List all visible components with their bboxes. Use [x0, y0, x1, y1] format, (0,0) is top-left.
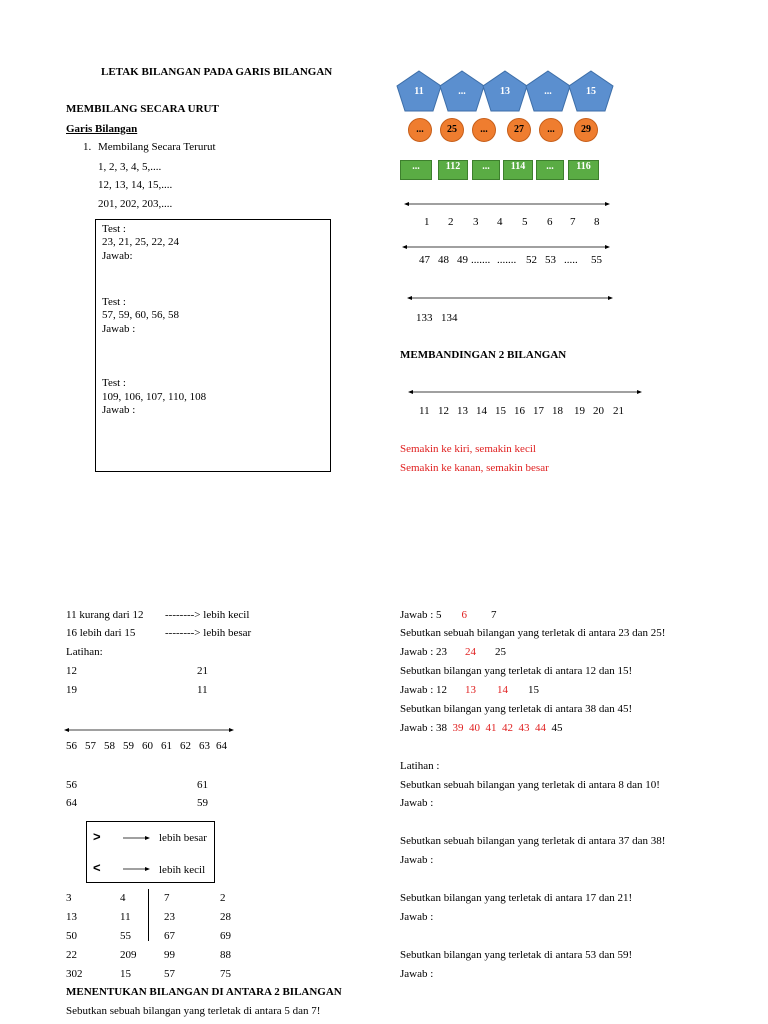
question-between-5-7: Sebutkan sebuah bilangan yang terletak di antara 5 dan 7! — [66, 1005, 321, 1017]
grid-cell: 69 — [220, 930, 231, 942]
pentagon-shape — [482, 70, 528, 112]
number-line-2-label: 53 — [545, 254, 556, 266]
rect-value: ... — [400, 160, 432, 180]
number-line-1-label: 1 — [424, 216, 430, 228]
number-line-1-label: 2 — [448, 216, 454, 228]
compare-line-label: 21 — [613, 405, 624, 417]
sequence-1: 1, 2, 3, 4, 5,.... — [98, 161, 162, 173]
pair-1-right: 21 — [197, 665, 208, 677]
example-greater-than-result: --------> lebih besar — [165, 627, 252, 639]
answer-4 — [400, 722, 563, 734]
line-56-64-label: 60 — [142, 740, 153, 752]
pentagon-value: 15 — [586, 86, 596, 97]
number-line-1 — [404, 199, 612, 209]
rect-value: 112 — [438, 160, 468, 180]
circle-value: ... — [472, 118, 496, 142]
answer-7: Jawab : — [400, 911, 434, 923]
test-2-values: 57, 59, 60, 56, 58 — [102, 309, 179, 321]
rect-value: 114 — [503, 160, 533, 180]
pentagon-shape — [568, 70, 614, 112]
compare-line-label: 19 — [574, 405, 585, 417]
number-line-3-label-1: 133 — [416, 312, 433, 324]
arrow-right-icon — [123, 835, 151, 841]
number-line-3-label-2: 134 — [441, 312, 458, 324]
compare-line-label: 11 — [419, 405, 430, 417]
grid-cell: 22 — [66, 949, 77, 961]
answer-6: Jawab : — [400, 854, 434, 866]
test-3-values: 109, 106, 107, 110, 108 — [102, 391, 207, 403]
line-56-64-label: 58 — [104, 740, 115, 752]
grid-cell: 209 — [120, 949, 137, 961]
grid-cell: 3 — [66, 892, 72, 904]
answer-1-end: 7 — [491, 609, 497, 621]
arrow-right-icon — [123, 866, 151, 872]
compare-line-label: 12 — [438, 405, 449, 417]
less-than-symbol: < — [93, 860, 101, 875]
pair-2-right: 11 — [197, 684, 208, 696]
answer-1-text: Jawab : 5 — [400, 609, 442, 621]
line-56-64-label: 59 — [123, 740, 134, 752]
test-1-label: Test : — [102, 223, 126, 235]
number-line-2-label: 55 — [591, 254, 602, 266]
test-3-label: Test : — [102, 377, 126, 389]
compare-heading: MEMBANDINGAN 2 BILANGAN — [400, 349, 567, 361]
pentagon-value: 13 — [500, 86, 510, 97]
test-2-label: Test : — [102, 296, 126, 308]
answer-4-text: Jawab : 38 — [400, 722, 448, 734]
rect-value: 116 — [568, 160, 599, 180]
list-number: 1. — [83, 141, 92, 153]
answer-5: Jawab : — [400, 797, 434, 809]
answer-1 — [400, 609, 497, 621]
example-less-than: 11 kurang dari 12 — [66, 609, 144, 621]
pair-3-right: 61 — [197, 779, 208, 791]
test-1-values: 23, 21, 25, 22, 24 — [102, 236, 179, 248]
pair-2-left: 19 — [66, 684, 77, 696]
line-56-64-label: 56 — [66, 740, 77, 752]
grid-cell: 15 — [120, 968, 131, 980]
answer-2-end: 25 — [495, 646, 507, 658]
section-heading-count: MEMBILANG SECARA URUT — [66, 103, 219, 115]
number-line-2-label: 52 — [526, 254, 537, 266]
greater-than-label: lebih besar — [159, 832, 207, 844]
number-line-2-label: 48 — [438, 254, 449, 266]
pair-4-left: 64 — [66, 797, 77, 809]
line-56-64-label: 57 — [85, 740, 96, 752]
test-2-answer: Jawab : — [102, 323, 136, 335]
grid-cell: 75 — [220, 968, 231, 980]
pentagon-shape — [439, 70, 485, 112]
pentagon-value: ... — [544, 86, 552, 97]
circle-value: 27 — [507, 118, 531, 142]
latihan-right-label: Latihan : — [400, 760, 440, 772]
answer-3-highlight-2: 14 — [497, 684, 509, 696]
pentagon-value: ... — [458, 86, 466, 97]
grid-cell: 7 — [164, 892, 170, 904]
grid-cell: 99 — [164, 949, 175, 961]
line-56-64-label: 61 — [161, 740, 172, 752]
compare-number-line — [408, 387, 644, 397]
less-than-label: lebih kecil — [159, 864, 206, 876]
subheading-number-line: Garis Bilangan — [66, 123, 138, 135]
greater-than-symbol: > — [93, 829, 101, 844]
number-line-1-label: 6 — [547, 216, 553, 228]
pentagon-value: 11 — [414, 86, 424, 97]
grid-cell: 302 — [66, 968, 83, 980]
grid-divider — [148, 889, 149, 941]
number-line-56-64 — [64, 725, 236, 735]
grid-cell: 13 — [66, 911, 77, 923]
rule-right: Semakin ke kanan, semakin besar — [400, 462, 549, 474]
answer-3-highlight-1: 13 — [465, 684, 477, 696]
grid-cell: 4 — [120, 892, 126, 904]
section-heading-between: MENENTUKAN BILANGAN DI ANTARA 2 BILANGAN — [66, 986, 342, 998]
grid-cell: 88 — [220, 949, 231, 961]
number-line-2-label: 47 — [419, 254, 430, 266]
number-line-2-label: ....... — [497, 254, 517, 266]
number-line-1-label: 3 — [473, 216, 479, 228]
page-title: LETAK BILANGAN PADA GARIS BILANGAN — [101, 66, 333, 78]
answer-3 — [400, 684, 539, 696]
question-4: Sebutkan bilangan yang terletak di antara 38 dan 45! — [400, 703, 633, 715]
grid-cell: 11 — [120, 911, 131, 923]
circle-value: ... — [408, 118, 432, 142]
answer-8: Jawab : — [400, 968, 434, 980]
question-3: Sebutkan bilangan yang terletak di antara 12 dan 15! — [400, 665, 633, 677]
grid-cell: 57 — [164, 968, 175, 980]
pair-3-left: 56 — [66, 779, 77, 791]
pentagon-shape — [525, 70, 571, 112]
test-3-answer: Jawab : — [102, 404, 136, 416]
grid-cell: 2 — [220, 892, 226, 904]
number-line-2-label: ....... — [471, 254, 491, 266]
question-6: Sebutkan sebuah bilangan yang terletak di antara 37 dan 38! — [400, 835, 666, 847]
compare-line-label: 20 — [593, 405, 604, 417]
number-line-1-label: 4 — [497, 216, 503, 228]
example-greater-than: 16 lebih dari 15 — [66, 627, 136, 639]
rule-left: Semakin ke kiri, semakin kecil — [400, 443, 536, 455]
number-line-1-label: 8 — [594, 216, 600, 228]
number-line-3 — [407, 293, 615, 303]
number-line-1-label: 5 — [522, 216, 528, 228]
line-56-64-label: 63 — [199, 740, 210, 752]
sequence-3: 201, 202, 203,.... — [98, 198, 173, 210]
compare-line-label: 16 — [514, 405, 525, 417]
answer-1-highlight: 6 — [461, 609, 468, 621]
number-line-2-label: ..... — [564, 254, 578, 266]
grid-cell: 28 — [220, 911, 231, 923]
rect-value: ... — [472, 160, 500, 180]
example-less-than-result: --------> lebih kecil — [165, 609, 250, 621]
circle-value: ... — [539, 118, 563, 142]
line-56-64-label: 64 — [216, 740, 227, 752]
compare-line-label: 18 — [552, 405, 563, 417]
circle-value: 25 — [440, 118, 464, 142]
answer-2-highlight: 24 — [465, 646, 477, 658]
sequence-2: 12, 13, 14, 15,.... — [98, 179, 173, 191]
answer-4-highlight: 39 40 41 42 43 44 — [452, 722, 547, 734]
number-line-2 — [402, 242, 612, 252]
pair-4-right: 59 — [197, 797, 208, 809]
grid-cell: 23 — [164, 911, 175, 923]
answer-4-end: 45 — [551, 722, 563, 734]
compare-line-label: 15 — [495, 405, 506, 417]
number-line-2-label: 49 — [457, 254, 468, 266]
compare-line-label: 14 — [476, 405, 487, 417]
compare-line-label: 13 — [457, 405, 468, 417]
question-7: Sebutkan bilangan yang terletak di antara 17 dan 21! — [400, 892, 633, 904]
pair-1-left: 12 — [66, 665, 77, 677]
latihan-label: Latihan: — [66, 646, 103, 658]
answer-3-end: 15 — [528, 684, 540, 696]
question-5: Sebutkan sebuah bilangan yang terletak di antara 8 dan 10! — [400, 779, 660, 791]
grid-cell: 55 — [120, 930, 131, 942]
number-line-1-label: 7 — [570, 216, 576, 228]
test-1-answer: Jawab: — [102, 250, 133, 262]
answer-2 — [400, 646, 506, 658]
rect-value: ... — [536, 160, 564, 180]
pentagon-shape — [396, 70, 442, 112]
answer-3-text: Jawab : 12 — [400, 684, 448, 696]
question-8: Sebutkan bilangan yang terletak di antara 53 dan 59! — [400, 949, 633, 961]
circle-value: 29 — [574, 118, 598, 142]
answer-2-text: Jawab : 23 — [400, 646, 448, 658]
grid-cell: 67 — [164, 930, 175, 942]
question-2: Sebutkan sebuah bilangan yang terletak di antara 23 dan 25! — [400, 627, 666, 639]
compare-line-label: 17 — [533, 405, 544, 417]
grid-cell: 50 — [66, 930, 77, 942]
list-item-label: Membilang Secara Terurut — [98, 141, 216, 153]
line-56-64-label: 62 — [180, 740, 191, 752]
